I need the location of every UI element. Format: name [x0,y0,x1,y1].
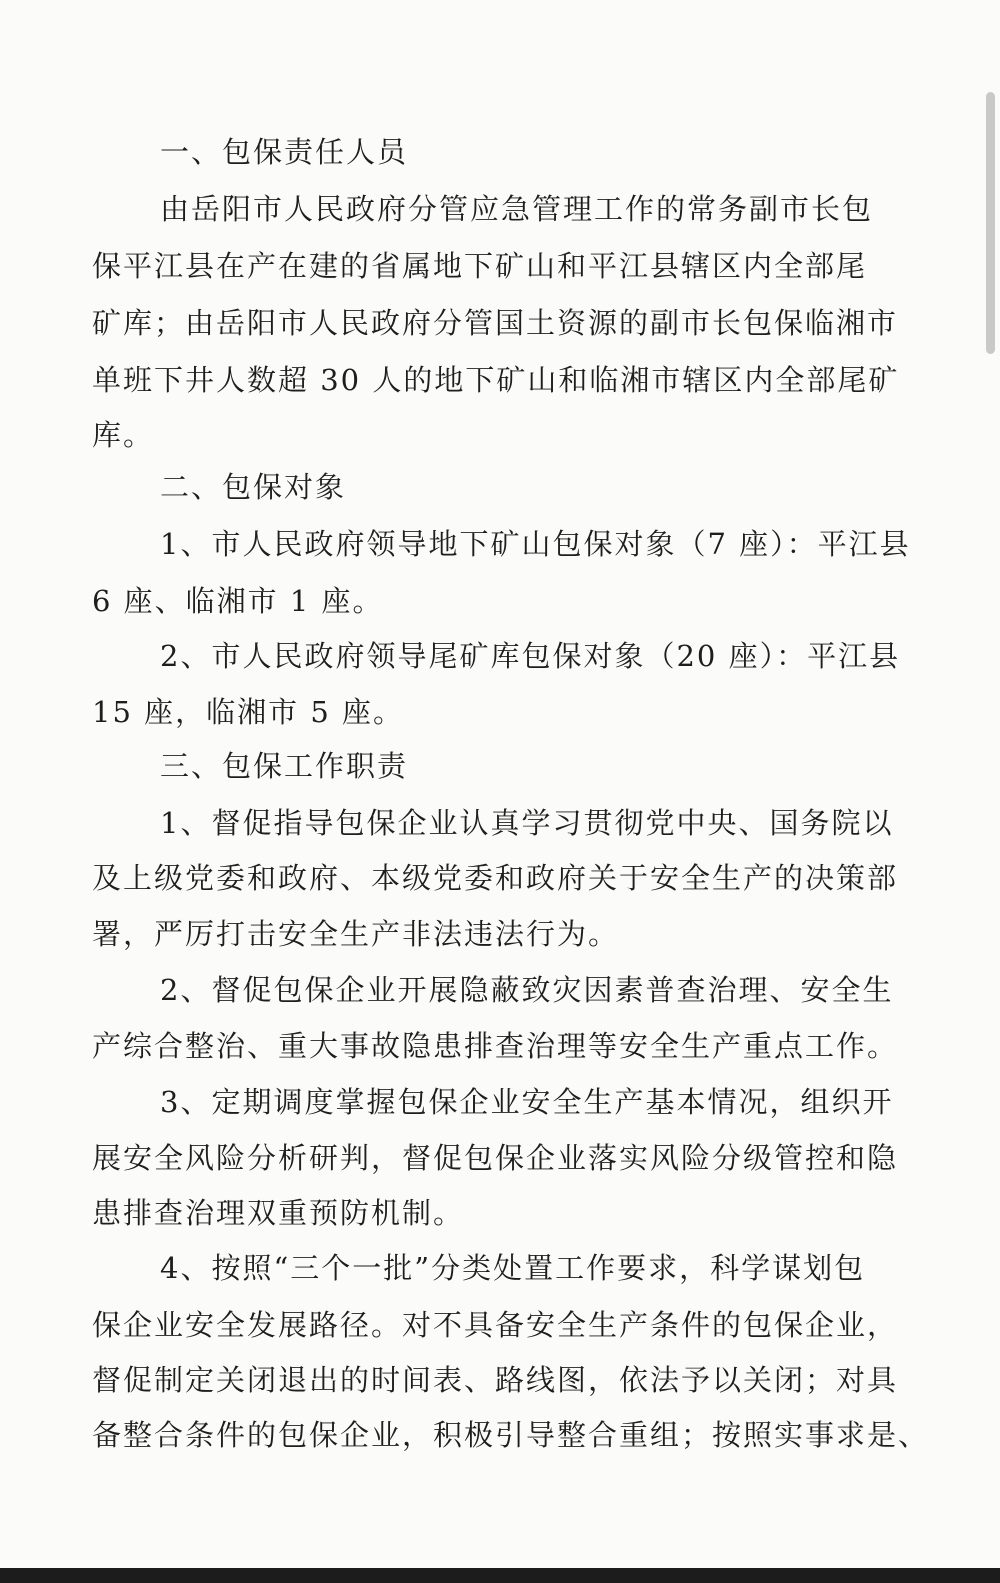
heading-targets: 二、包保对象 [160,470,347,504]
paragraph-line: 患排查治理双重预防机制。 [92,1196,465,1230]
paragraph-line: 2、督促包保企业开展隐蔽致灾因素普查治理、安全生 [160,973,894,1007]
paragraph-line: 保企业安全发展路径。对不具备安全生产条件的包保企业， [92,1308,899,1342]
paragraph-line: 单班下井人数超 30 人的地下矿山和临湘市辖区内全部尾矿 [92,363,900,397]
paragraph-line: 由岳阳市人民政府分管应急管理工作的常务副市长包 [160,192,874,226]
paragraph-line: 及上级党委和政府、本级党委和政府关于安全生产的决策部 [92,861,899,895]
paragraph-line: 4、按照“三个一批”分类处置工作要求，科学谋划包 [160,1251,866,1285]
paragraph-line: 督促制定关闭退出的时间表、路线图，依法予以关闭；对具 [92,1363,899,1397]
paragraph-line: 署，严厉打击安全生产非法违法行为。 [92,917,620,951]
paragraph-line: 矿库；由岳阳市人民政府分管国土资源的副市长包保临湘市 [92,306,899,340]
paragraph-line: 2、市人民政府领导尾矿库包保对象（20 座）：平江县 [160,639,901,673]
paragraph-line: 1、市人民政府领导地下矿山包保对象（7 座）：平江县 [160,527,911,561]
paragraph-line: 备整合条件的包保企业，积极引导整合重组；按照实事求是、 [92,1418,930,1452]
heading-duties: 三、包保工作职责 [160,749,409,783]
paragraph-line: 库。 [92,418,155,452]
scrollbar-thumb[interactable] [986,92,995,354]
vertical-scrollbar[interactable] [978,0,1000,1568]
paragraph-line: 6 座、临湘市 1 座。 [92,584,384,618]
paragraph-line: 3、定期调度掌握包保企业安全生产基本情况，组织开 [160,1085,894,1119]
paragraph-line: 保平江县在产在建的省属地下矿山和平江县辖区内全部尾 [92,249,868,283]
paragraph-line: 产综合整治、重大事故隐患排查治理等安全生产重点工作。 [92,1029,899,1063]
paragraph-line: 1、督促指导包保企业认真学习贯彻党中央、国务院以 [160,806,894,840]
paragraph-line: 15 座，临湘市 5 座。 [92,695,405,729]
heading-responsible-persons: 一、包保责任人员 [160,135,409,169]
bottom-system-bar [0,1568,1000,1583]
paragraph-line: 展安全风险分析研判，督促包保企业落实风险分级管控和隐 [92,1141,899,1175]
